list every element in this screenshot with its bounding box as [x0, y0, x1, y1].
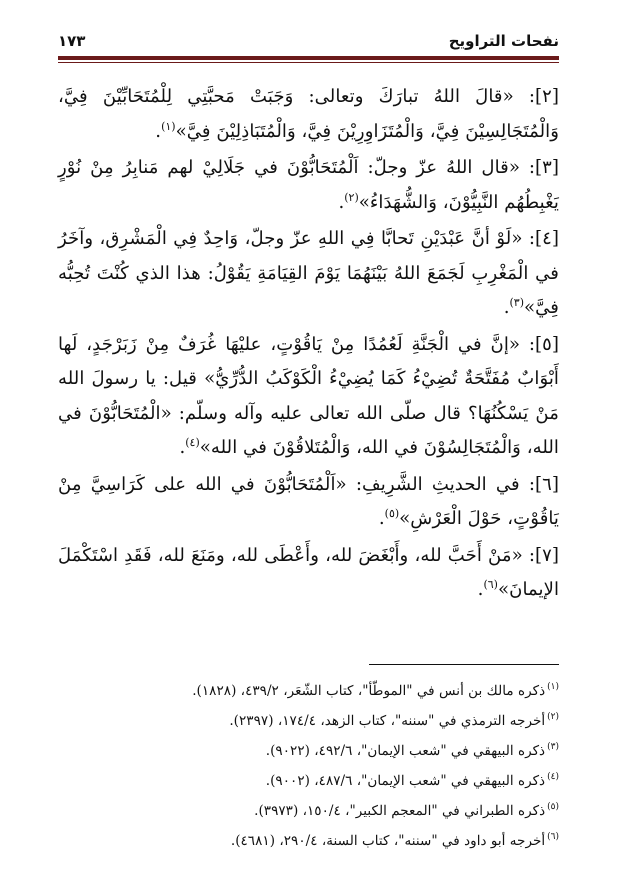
paragraph-end: . [338, 191, 345, 213]
paragraph-number: [٤]: [528, 228, 559, 249]
footnote [58, 766, 559, 796]
hadith-paragraph [58, 468, 559, 537]
footnote-separator [369, 664, 559, 665]
footnote [58, 676, 559, 706]
footnote-mark: (٣) [547, 742, 559, 753]
footnote-mark: (٥) [547, 802, 559, 813]
page-header [58, 26, 559, 50]
paragraph-end: . [155, 120, 162, 142]
hadith-paragraph [58, 222, 559, 326]
hadith-paragraph [58, 151, 559, 220]
footnote-reference[interactable]: (٢) [344, 190, 359, 204]
footnote-text: ذكره الطبراني في "المعجم الكبير"، ١٥٠/٤، (٣٩٧٣). [254, 803, 546, 819]
footnote-mark: (١) [547, 682, 559, 693]
footnote-reference[interactable]: (٤) [185, 435, 200, 449]
page-number: ١٧٣ [58, 32, 86, 50]
hadith-paragraph [58, 539, 559, 608]
footnote-reference[interactable]: (٥) [384, 506, 400, 520]
footnote-mark: (٦) [547, 832, 559, 843]
paragraph-end: . [378, 508, 385, 529]
paragraph-text: «قال اللهُ عزّ وجلّ: اَلْمُتَحَابُّوْنَ في جَلَالِيْ لهم مَنابِرُ مِنْ نُوْرٍ يَغْبِطُهُم النَّبِيُّوْنَ، وَالشُّهَدَاءُ» [58, 157, 559, 213]
footnote [58, 706, 559, 736]
paragraph-text: «إنَّ في الْجَنَّةِ لَعُمُدًا مِنْ يَاقُوْتٍ، عليْهَا غُرَفٌ مِنْ زَبَرْجَدٍ، لَها أَبْوَابٌ مُفَتَّحَةٌ تُضِيْءُ كَمَا يُضِيْءُ الْكَوْكَبُ الدُّرِّيُّ» قيل: يا رسولَ الله مَنْ يَسْكُنُهَا؟ قال صلّى الله تعالى عليه وآله وسلّم: «الْمُتَحَابُّوْنَ في الله، وَالْمُتَجَالِسُوْنَ في الله، وَالْمُتَلاقُوْنَ في الله» [58, 333, 559, 458]
paragraph-end: . [503, 297, 510, 318]
footnote-reference[interactable]: (١) [161, 119, 176, 133]
paragraph-text: في الحديثِ الشَّرِيفِ: «اَلْمُتَحَابُّوْنَ في الله على كَرَاسِيَّ مِنْ يَاقُوْتٍ، حَوْلَ الْعَرْشِ» [58, 473, 559, 529]
paragraph-number: [٦]: [528, 473, 559, 495]
paragraph-number: [٧]: [528, 544, 559, 566]
header-rule-thick [58, 56, 559, 60]
footnote-text: أخرجه الترمذي في "سننه"، كتاب الزهد، ١٧٤/٤، (٢٣٩٧). [229, 713, 546, 729]
footnote-mark: (٤) [547, 772, 559, 783]
paragraph-text: «مَنْ أَحَبَّ لله، وأَبْغَضَ لله، وأَعْطَى لله، ومَنَعَ لله، فَقَدِ اسْتَكْمَلَ الإيمانَ» [58, 544, 559, 600]
paragraph-number: [٥]: [528, 333, 559, 355]
footnote-text: أخرجه أبو داود في "سننه"، كتاب السنة، ٢٩٠/٤، (٤٦٨١). [230, 833, 546, 849]
main-text [58, 80, 559, 610]
book-title: نفحات التراويح [448, 32, 559, 50]
footnote-text: ذكره البيهقي في "شعب الإيمان"، ٤٨٧/٦، (٩٠٠٢). [265, 773, 546, 789]
paragraph-end: . [477, 579, 484, 600]
hadith-paragraph [58, 328, 559, 466]
paragraph-number: [٣]: [528, 157, 559, 178]
footnote [58, 736, 559, 766]
paragraph-number: [٢]: [528, 86, 559, 107]
footnote [58, 826, 559, 856]
paragraph-text: «قالَ اللهُ تبارَكَ وتعالى: وَجَبَتْ مَحبَّتِي لِلْمُتَحَابِّيْنَ فِيَّ، وَالْمُتَجَالِسِيْنَ فِيَّ، وَالْمُتَزَاوِرِيْنَ فِيَّ، وَالْمُتَبَاذِلِيْنَ فِيَّ» [58, 86, 559, 142]
footnotes-section [58, 676, 559, 856]
paragraph-end: . [179, 437, 186, 458]
footnote-text: ذكره البيهقي في "شعب الإيمان"، ٤٩٢/٦، (٩٠٢٢). [265, 743, 546, 759]
footnote-reference[interactable]: (٦) [483, 577, 498, 591]
footnote-mark: (٢) [547, 712, 559, 723]
footnote-reference[interactable]: (٣) [509, 295, 525, 309]
footnote [58, 796, 559, 826]
header-rule-thin [58, 62, 559, 63]
paragraph-text: «لَوْ أنَّ عَبْدَيْنِ تَحابَّا فِي اللهِ عزّ وجلّ، وَاحِدٌ فِي الْمَشْرِق، وآخَرُ في الْمَغْرِبِ لَجَمَعَ اللهُ بَيْنَهُمَا يَوْمَ القِيَامَةِ يَقُوْلُ: هذا الذي كُنْتَ تُحِبُّه فِيَّ» [58, 228, 559, 318]
hadith-paragraph [58, 80, 559, 149]
footnote-text: ذكره مالك بن أنس في "الموطّأ"، كتاب الشّعَر، ٤٣٩/٢، (١٨٢٨). [192, 683, 546, 699]
